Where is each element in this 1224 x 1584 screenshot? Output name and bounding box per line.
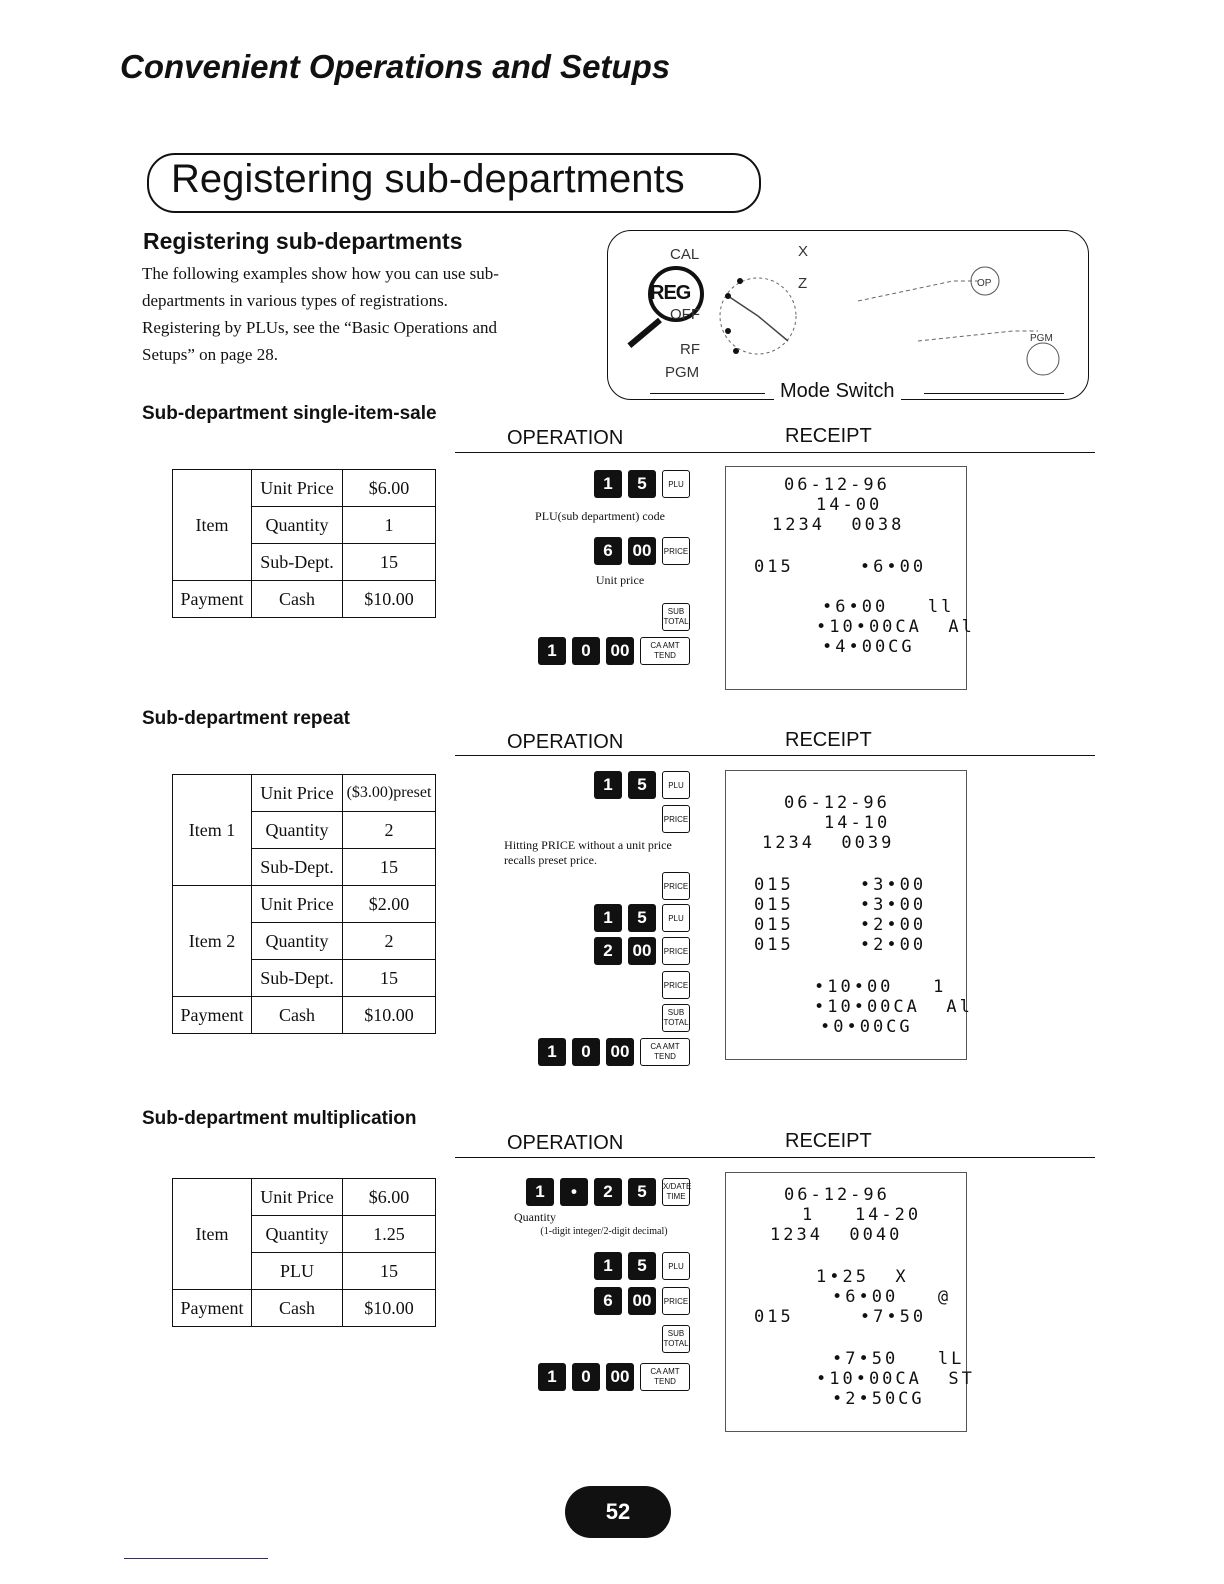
- intro-line: departments in various types of registrations.: [142, 291, 448, 310]
- cash-amt-tend-key: CA AMT TEND: [640, 1363, 690, 1391]
- numeric-key: 1: [594, 1252, 622, 1280]
- numeric-key: 2: [594, 1178, 622, 1206]
- table-cell: 2: [343, 812, 436, 849]
- receipt-line: 06-12-96: [784, 1185, 890, 1205]
- chapter-header: Convenient Operations and Setups: [120, 48, 671, 85]
- numeric-key: 1: [594, 470, 622, 498]
- table-cell: 2: [343, 923, 436, 960]
- receipt-line: 06-12-96: [784, 793, 890, 813]
- table-cell: 15: [343, 1253, 436, 1290]
- key-label-pgm: PGM: [1030, 333, 1053, 344]
- reg-magnifier-icon: REG: [648, 266, 704, 322]
- table-cell: Item 1: [173, 812, 252, 849]
- table-cell: Cash: [252, 1290, 343, 1327]
- receipt-line: •4•00CG: [822, 637, 915, 657]
- table-cell: Sub-Dept.: [252, 960, 343, 997]
- double-zero-key: 00: [606, 1038, 634, 1066]
- operation-note: recalls preset price.: [504, 853, 597, 867]
- receipt: [725, 770, 973, 1060]
- example-table: [172, 1178, 436, 1327]
- operation-heading: OPERATION: [507, 1132, 624, 1154]
- receipt-line: •0•00CG: [820, 1017, 913, 1037]
- operation-note: Unit price: [595, 573, 645, 587]
- numeric-key: 1: [538, 1038, 566, 1066]
- operation-note: Hitting PRICE without a unit price: [504, 838, 672, 852]
- price-key: PRICE: [662, 1287, 690, 1315]
- caption-rule: [650, 393, 765, 394]
- subtotal-key: SUB TOTAL: [662, 603, 690, 631]
- table-cell: 1: [343, 507, 436, 544]
- receipt-line: 015 •3•00: [754, 875, 927, 895]
- table-cell: Quantity: [252, 812, 343, 849]
- receipt-line: •2•50CG: [832, 1389, 925, 1409]
- numeric-key: 0: [572, 1038, 600, 1066]
- table-cell: Item: [173, 1216, 252, 1253]
- table-cell: Item: [173, 507, 252, 544]
- table-cell: $2.00: [343, 886, 436, 923]
- operation-heading: OPERATION: [507, 731, 624, 753]
- page-number-badge: 52: [565, 1486, 671, 1538]
- double-zero-key: 00: [628, 1287, 656, 1315]
- title-box: [147, 153, 761, 213]
- receipt-line: 14-00: [816, 495, 883, 515]
- mode-label-cal: CAL: [670, 246, 700, 263]
- receipt: [725, 466, 975, 690]
- receipt-line: •10•00CA Al: [816, 617, 975, 637]
- intro-line: The following examples show how you can use sub-: [142, 264, 499, 283]
- intro-paragraph: [142, 260, 602, 368]
- table-cell: $10.00: [343, 1290, 436, 1327]
- table-cell: 15: [343, 544, 436, 581]
- table-cell: $10.00: [343, 581, 436, 618]
- plu-key: PLU: [662, 470, 690, 498]
- multiply-date-time-key: X/DATE TIME: [662, 1178, 690, 1206]
- page-title: Registering sub-departments: [171, 157, 685, 201]
- table-cell: Quantity: [252, 507, 343, 544]
- receipt-heading: RECEIPT: [785, 1130, 872, 1152]
- operation-note: (1-digit integer/2-digit decimal): [540, 1226, 668, 1237]
- receipt-line: 015 •3•00: [754, 895, 927, 915]
- operation-note: PLU(sub department) code: [535, 509, 665, 523]
- table-cell: $6.00: [343, 470, 436, 507]
- switch-dial-icon: [718, 251, 818, 371]
- numeric-key: 6: [594, 1287, 622, 1315]
- receipt-line: 015 •7•50: [754, 1307, 927, 1327]
- receipt-line: 015 •6•00: [754, 557, 927, 577]
- table-cell: Cash: [252, 997, 343, 1034]
- intro-line: Setups” on page 28.: [142, 345, 278, 364]
- caption-rule: [924, 393, 1064, 394]
- section-title: Sub-department single-item-sale: [142, 403, 437, 424]
- numeric-key: 5: [628, 904, 656, 932]
- double-zero-key: 00: [606, 1363, 634, 1391]
- price-key: PRICE: [662, 537, 690, 565]
- numeric-key: 5: [628, 470, 656, 498]
- table-cell: Unit Price: [252, 470, 343, 507]
- double-zero-key: 00: [628, 537, 656, 565]
- receipt-line: 015 •2•00: [754, 935, 927, 955]
- price-key: PRICE: [662, 872, 690, 900]
- switch-keys-icon: [858, 241, 1083, 391]
- receipt-line: 1•25 X: [816, 1267, 909, 1287]
- receipt-line: •10•00CA Al: [814, 997, 973, 1017]
- table-cell: Payment: [173, 581, 252, 618]
- receipt-line: •10•00CA ST: [816, 1369, 975, 1389]
- mode-label-pgm: PGM: [665, 364, 700, 381]
- numeric-key: 1: [538, 637, 566, 665]
- footer-rule: [124, 1558, 268, 1559]
- price-key: PRICE: [662, 937, 690, 965]
- numeric-key: 5: [628, 1178, 656, 1206]
- table-cell: $10.00: [343, 997, 436, 1034]
- receipt-heading: RECEIPT: [785, 729, 872, 751]
- subtotal-key: SUB TOTAL: [662, 1325, 690, 1353]
- numeric-key: 1: [526, 1178, 554, 1206]
- operation-heading: OPERATION: [507, 427, 624, 449]
- table-cell: 15: [343, 960, 436, 997]
- subtotal-key: SUB TOTAL: [662, 1004, 690, 1032]
- mode-switch-caption: Mode Switch: [774, 380, 901, 403]
- table-cell: Unit Price: [252, 775, 343, 812]
- table-cell: Cash: [252, 581, 343, 618]
- operation-note: Quantity: [514, 1210, 556, 1224]
- table-cell: PLU: [252, 1253, 343, 1290]
- numeric-key: 1: [594, 771, 622, 799]
- section-rule: [455, 755, 1095, 756]
- numeric-key: 6: [594, 537, 622, 565]
- numeric-key: 5: [628, 1252, 656, 1280]
- section-title: Sub-department multiplication: [142, 1108, 417, 1129]
- mode-label-rf: RF: [680, 341, 700, 358]
- mode-switch-diagram: [607, 230, 1089, 400]
- table-cell: Item 2: [173, 923, 252, 960]
- table-cell: Payment: [173, 997, 252, 1034]
- receipt-line: 1234 0038: [772, 515, 905, 535]
- mode-label-z: Z: [798, 275, 808, 292]
- cash-amt-tend-key: CA AMT TEND: [640, 1038, 690, 1066]
- section-rule: [455, 452, 1095, 453]
- table-cell: Unit Price: [252, 1179, 343, 1216]
- plu-key: PLU: [662, 1252, 690, 1280]
- receipt-line: 1 14-20: [802, 1205, 922, 1225]
- numeric-key: 1: [538, 1363, 566, 1391]
- example-table: [172, 774, 436, 1034]
- receipt: [725, 1172, 975, 1432]
- receipt-line: 06-12-96: [784, 475, 890, 495]
- table-cell: Unit Price: [252, 886, 343, 923]
- numeric-key: 5: [628, 771, 656, 799]
- price-key: PRICE: [662, 805, 690, 833]
- table-cell: Quantity: [252, 923, 343, 960]
- receipt-line: •10•00 1: [814, 977, 947, 997]
- table-cell: 15: [343, 849, 436, 886]
- receipt-line: 1234 0040: [770, 1225, 903, 1245]
- table-cell: Sub-Dept.: [252, 849, 343, 886]
- price-key: PRICE: [662, 971, 690, 999]
- receipt-line: 1234 0039: [762, 833, 895, 853]
- example-table: [172, 469, 436, 618]
- mode-label-x: X: [798, 243, 809, 260]
- mode-label-off: OFF: [670, 306, 700, 323]
- key-label-op: OP: [977, 278, 992, 289]
- table-cell: Sub-Dept.: [252, 544, 343, 581]
- receipt-line: •6•00 ll: [822, 597, 955, 617]
- receipt-line: •7•50 lL: [832, 1349, 965, 1369]
- numeric-key: 2: [594, 937, 622, 965]
- receipt-heading: RECEIPT: [785, 425, 872, 447]
- receipt-line: 015 •2•00: [754, 915, 927, 935]
- table-cell: ($3.00)preset: [343, 775, 436, 812]
- section-rule: [455, 1157, 1095, 1158]
- magnifier-handle-icon: [627, 318, 661, 348]
- numeric-key: 0: [572, 1363, 600, 1391]
- numeric-key: 1: [594, 904, 622, 932]
- numeric-key: 0: [572, 637, 600, 665]
- receipt-line: •6•00 @: [832, 1287, 952, 1307]
- section-title: Sub-department repeat: [142, 708, 350, 729]
- receipt-line: 14-10: [824, 813, 891, 833]
- decimal-point-key: •: [560, 1178, 588, 1206]
- cash-amt-tend-key: CA AMT TEND: [640, 637, 690, 665]
- section-heading: Registering sub-departments: [143, 228, 463, 254]
- plu-key: PLU: [662, 904, 690, 932]
- double-zero-key: 00: [628, 937, 656, 965]
- double-zero-key: 00: [606, 637, 634, 665]
- table-cell: Quantity: [252, 1216, 343, 1253]
- table-cell: 1.25: [343, 1216, 436, 1253]
- table-cell: $6.00: [343, 1179, 436, 1216]
- plu-key: PLU: [662, 771, 690, 799]
- intro-line: Registering by PLUs, see the “Basic Operations and: [142, 318, 498, 337]
- table-cell: Payment: [173, 1290, 252, 1327]
